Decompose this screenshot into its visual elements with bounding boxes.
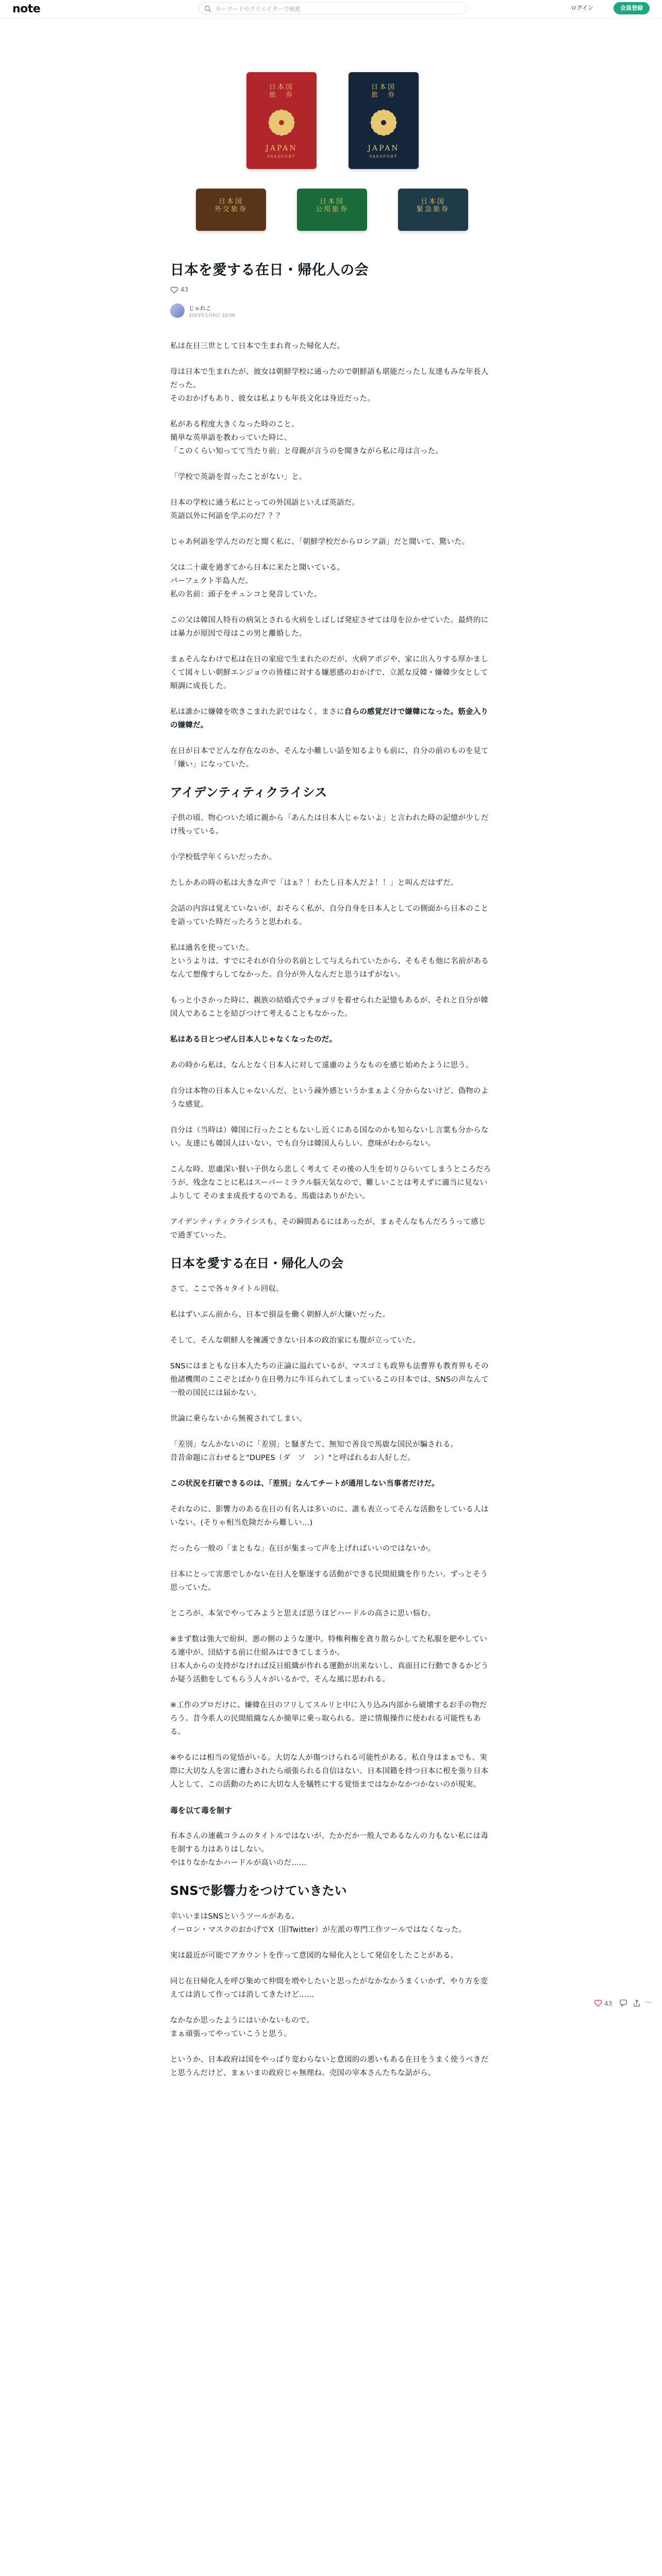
paragraph: 実は最近が可能でアカウントを作って意図的な帰化人として発信をしたことがある。 [170, 1952, 458, 1960]
paragraph: ※やるには相当の覚悟がいる。大切な人が傷つけられる可能性がある。私自身はまぁでも、実際に大切な人を害に遭わされたら頑張られる自信はない。日本国籍を持つ日本に根を張り日本人として、この活動のために大切な人を犠牲にする覚悟まではなかなかつかないのが現実。 [170, 1754, 489, 1789]
paragraph: 自分は（当時は）韓国に行ったこともないし近くにある国なのかも知らないし言葉も分からない。友達にも韓国人はいない。でも自分は韓国人らしい。意味がわからない。 [170, 1126, 489, 1148]
paragraph: 私は通名を使っていた。 というよりは、すでにそれが自分の名前として与えられていたから、そもそも他に名前があるなんて想像すらしてなかった。自分が外人なんだと思うはずがない。 [170, 944, 489, 979]
heart-icon[interactable] [594, 1999, 602, 2007]
comment-icon[interactable] [620, 1999, 627, 2007]
paragraph: まぁそんなわけで私は在日の家庭で生まれたのだが、火病アボジや、家に出入りする厚かましくて図々しい朝鮮エンジョウの皆様に対する嫌悪感のおかげで、立派な反韓・嫌韓少女として順調に成長した。 [170, 655, 489, 690]
paragraph: 同じ在日帰化人を呼び集めて仲間を増やしたいと思ったがなかなかうまくいかず、やり方を変えては消して作っては消してきたけど…… [170, 1977, 488, 1999]
section-heading: SNSで影響力をつけていきたい [170, 1884, 347, 1898]
paragraph: さて、ここで各々タイトル回収。 [170, 1285, 284, 1293]
login-button[interactable]: ログイン [571, 5, 593, 11]
paragraph: だったら一般の「まともな」在日が集まって声を上げればいいのではないか。 [170, 1545, 436, 1553]
paragraph: 世論に乗らないから無視されてしまい。 [170, 1415, 307, 1423]
paragraph: ところが、本気でやってみようと思えば思うほどハードルの高さに思い悩む。 [170, 1609, 436, 1618]
section-heading: 日本を愛する在日・帰化人の会 [170, 1256, 343, 1270]
paragraph: たしかあの時の私は大きな声で「はぁ？！わたし日本人だよ！！」と叫んだはずだ。 [170, 879, 458, 887]
like-count: 43 [604, 2000, 613, 2007]
passport-title: 日本国 外交旅券 [214, 198, 247, 213]
paragraph: 母は日本で生まれたが、彼女は朝鮮学校に通ったので朝鮮語も堪能だったし友達もみな年長人だった。 そのおかげもあり、彼女は私よりも年長文化は身近だった。 [170, 368, 489, 403]
passport-title: 日本国 緊急旅券 [416, 198, 450, 213]
paragraph: こんな時、思慮深い賢い子供なら悲しく考えて その後の人生を切りひらいてしまうところだろうが、残念なことに私はスーパーミラクル脳天気なので、難しいことは考えずに適当に見ないふりして そのまま成長するのである。馬鹿はありがたい。 [170, 1165, 491, 1200]
paragraph: それなのに、影響力のある在日の有名人は多いのに、誰も表立ってそんな活動をしている人はいない。(そりゃ相当危険だから難しい…) [170, 1505, 489, 1527]
paragraph: 幸いいまはSNSというツールがある。 イーロン・マスクのおかげでX（旧Twitter）が左派の専門工作ツールではなくなった。 [170, 1912, 467, 1934]
post-date: 2023年1月6日 22:06 [189, 313, 236, 318]
chrysanthemum-emblem-icon [369, 108, 398, 137]
author-name[interactable]: じゃれこ [189, 305, 211, 312]
paragraph: 在日が日本でどんな存在なのか、そんな小難しい話を知るよりも前に、自分の前のものを見て「嫌い」になっていた。 [170, 747, 489, 769]
paragraph: ※まず数は強大で紛糾、悪の側のような運中。特権利権を貪り散らかしてた私服を肥やしている連中が、団結する前に仕組みはできてしまうか。 日本人からの支持がなければ反日組織が作れる運動が出来ないし、真面目に行動できるかどうか疑う活動をしてもらう人々がいるかで、そんな風に思われる。 [170, 1635, 489, 1684]
paragraph: 日本の学校に通う私にとっての外国語といえば英語だ。 英語以外に何語を学ぶのだ？？？ [170, 499, 360, 520]
chrysanthemum-emblem-icon [267, 108, 296, 137]
passport-title: 日本国 公用旅券 [315, 198, 349, 213]
search-icon [204, 5, 211, 12]
paragraph: 「学校で英語を習ったことがない」と。 [170, 473, 307, 481]
site-header [0, 0, 662, 19]
passport-country: JAPAN [266, 144, 297, 152]
like-count: 43 [180, 286, 189, 293]
paragraph: 小学校低学年くらいだったか。 [170, 853, 276, 861]
paragraph: 私は在日三世として日本で生まれ育った帰化人だ。 [170, 342, 345, 350]
passport-emergency [398, 189, 468, 231]
paragraph: 私はずいぶん前から、日本で損益を働く朝鮮人が大嫌いだった。 [170, 1311, 390, 1319]
passport-title: 日本国 旅 券 [371, 83, 396, 99]
passport-official [297, 189, 367, 231]
paragraph: じゃあ何語を学んだのだと聞く私に、「朝鮮学校だからロシア語」だと聞いて、驚いた。 [170, 538, 470, 546]
paragraph: アイデンティティクライシスも、その瞬間あるにはあったが、まぁそんなもんだろうって感じで過ぎていった。 [170, 1218, 486, 1240]
paragraph: あの時から私は、なんとなく日本人に対して遠慮のようなものを感じ始めたように思う。 [170, 1061, 473, 1070]
paragraph: 日本にとって害悪でしかない在日人を駆逐する活動ができる民間組織を作りたい。ずっとそう思っていた。 [170, 1570, 488, 1592]
paragraph: 父は二十歳を過ぎてから日本に来たと聞いている。 パーフェクト半島人だ。 私の名前：頭子をチュンコと発音していた。 [170, 564, 345, 599]
paragraph: 私は誰かに嫌韓を吹きこまれた訳ではなく、まさに自らの感覚だけで嫌韓になった。筋金入りの嫌韓だ。 [170, 708, 489, 730]
paragraph: この父は韓国人特有の病気とされる火病をしばしば発症させては母を泣かせていた。最終的には暴力が原因で母はこの男と離婚した。 [170, 616, 489, 638]
note-logo[interactable]: note [12, 3, 41, 15]
passport-label: PASSPORT [267, 155, 296, 159]
hero-image [0, 52, 662, 237]
article-body [170, 340, 492, 2080]
paragraph: もっと小さかった時に、親族の結婚式でチョゴリを着せられた記憶もあるが、それと自分が韓国人であることを結びつけて考えることもなかった。 [170, 996, 488, 1018]
more-icon[interactable]: ⋯ [646, 1998, 653, 2007]
paragraph: この状況を打破できるのは、「差別」なんてチートが通用しない当事者だけだ。 [170, 1480, 439, 1488]
paragraph: SNSにはまともな日本人たちの正論に溢れているが、マスゴミも政界も法曹界も教育界もその他諸機関のここぞとばかり在日勢力に牛耳られてしまっているこの日本では、SNSの声なんて一般の国民には届かない。 [170, 1362, 489, 1397]
paragraph: そして、そんな朝鮮人を擁護できない日本の政治家にも腹が立っていた。 [170, 1336, 420, 1345]
article-title: 日本を愛する在日・帰化人の会 [170, 262, 369, 278]
emphasis: 自らの感覚だけで嫌韓になった。筋金入りの嫌韓だ。 [170, 708, 489, 730]
paragraph: 「差別」なんかないのに「差別」と騒ぎたて、無知で善良で馬鹿な国民が騙される。 昔昔命題に言わせると"DUPES（ダ ソ ン）"と呼ばれるお人好しだ。 [170, 1440, 458, 1462]
paragraph: ※工作のプロだけに、嫌韓在日のフリしてスルリと中に入り込み内部から破壊するお手の物だろう。昔今系人の民間組織なんか簡単に乗っ取られる。逆に情報操作に使われる可能性もある。 [170, 1701, 487, 1736]
floating-actions [594, 1998, 656, 2010]
article [170, 260, 492, 2092]
paragraph: なかなか思ったようにはいかないもので。 まぁ頑張ってやっていこうと思う。 [170, 2016, 315, 2038]
signup-button[interactable]: 会員登録 [614, 2, 650, 14]
paragraph: 子供の頃、物心ついた頃に親から「あんたは日本人じゃないよ」と言われた時の記憶が少しだけ残っている。 [170, 814, 489, 836]
paragraph: 自分は本物の日本人じゃないんだ、という疎外感というかまぁよく分からないけど、偽物のような感覚。 [170, 1087, 489, 1109]
passport-country: JAPAN [368, 144, 400, 152]
heart-icon[interactable] [170, 286, 178, 294]
passport-title: 日本国 旅 券 [269, 83, 294, 99]
avatar[interactable] [170, 303, 185, 318]
share-icon[interactable] [633, 1999, 640, 2007]
passport-navy [349, 72, 419, 169]
paragraph: 会話の内容は覚えていないが、おそらく私が、自分自身を日本人としての側面から日本のことを語っていた時だったろうと思われる。 [170, 905, 489, 926]
section-heading: アイデンティティクライシス [170, 785, 327, 800]
search-box[interactable] [198, 2, 467, 14]
author-row[interactable] [170, 303, 492, 319]
paragraph: 有本さんの連載コラムのタイトルではないが、たかだか一般人であるなんの力もない私には毒を制する力はありはしない。 やはりなかなかハードルが高いのだ…… [170, 1832, 488, 1867]
search-placeholder: キーワードやクリエイターで検索 [216, 6, 301, 12]
passport-red [246, 72, 317, 169]
passport-diplomatic [196, 189, 266, 231]
passport-label: PASSPORT [369, 155, 398, 159]
like-area [170, 286, 492, 296]
paragraph: というか、日本政府は国をやっぱり変わらないと意図的の悪いもある在日をうまく使うべきだと思うんだけど、まぁいまの政府じゃ無理ね。売国の宰本さんたちな話がら。 [170, 2056, 489, 2077]
paragraph: 私はある日とつぜん日本人じゃなくなったのだ。 [170, 1036, 337, 1044]
paragraph: 私がある程度大きくなった時のこと。 簡単な英単語を教わっていた時に、 「このくらい知ってて当たり前」と母親が言うのを聞きながら私に母は言った。 [170, 420, 443, 455]
sub-heading: 毒を以て毒を制す [170, 1806, 233, 1815]
